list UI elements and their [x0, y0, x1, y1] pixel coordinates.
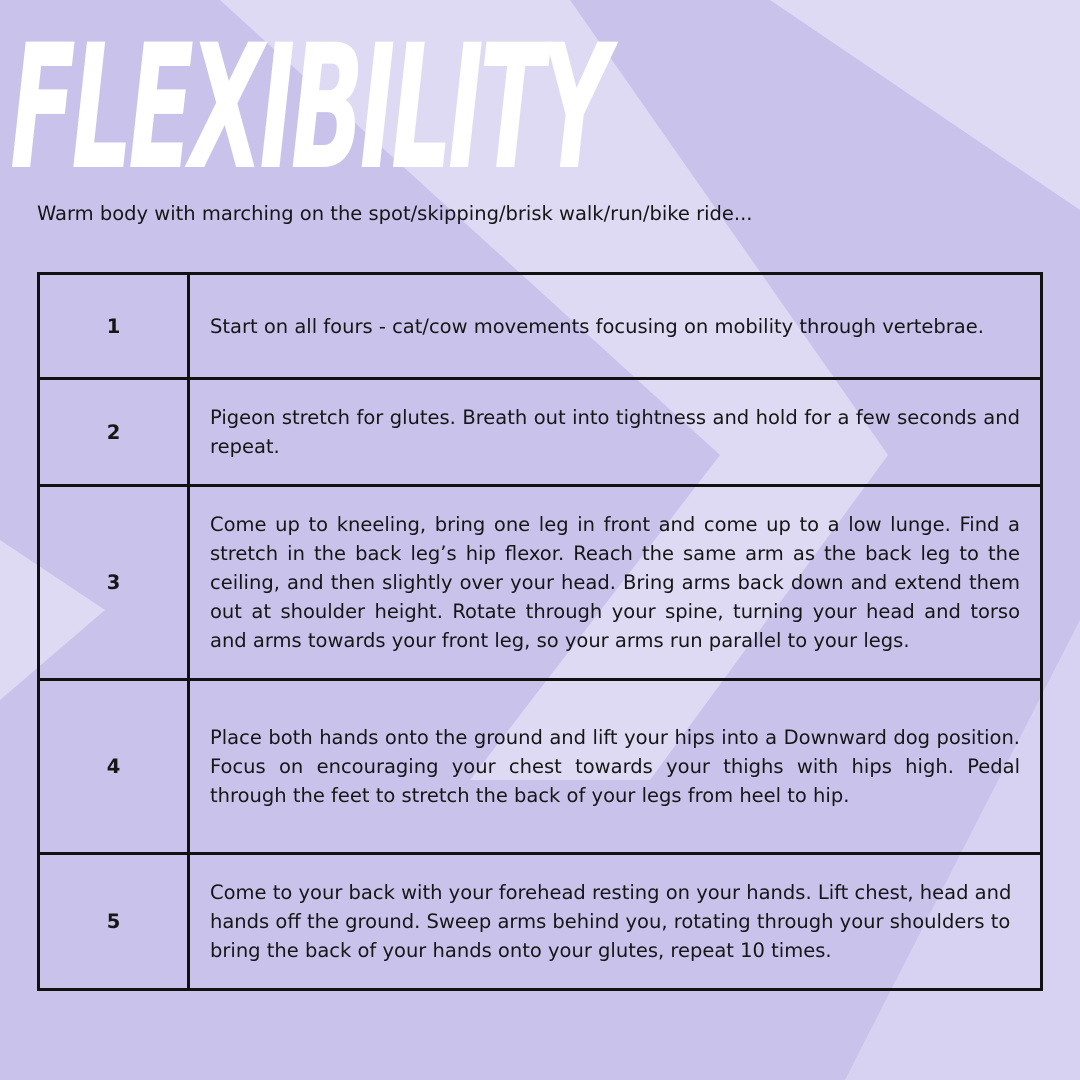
table-row: [39, 486, 1042, 680]
step-description: Place both hands onto the ground and lift your hips into a Downward dog position. Focus on encouraging your chest towards your thighs with hips high. Pedal through the feet to stretch the back of your legs from heel to hip.: [189, 680, 1042, 854]
step-number: 4: [39, 680, 189, 854]
step-number: 3: [39, 486, 189, 680]
warm-up-instruction: Warm body with marching on the spot/skipping/brisk walk/run/bike ride...: [37, 202, 753, 225]
page-title: FLEXIBILITY: [10, 7, 606, 208]
stretch-steps-table: [37, 272, 1043, 991]
table-row: [39, 854, 1042, 990]
step-number: 2: [39, 379, 189, 486]
table-row: [39, 274, 1042, 379]
step-description: Come to your back with your forehead resting on your hands. Lift chest, head and hands off the ground. Sweep arms behind you, rotating through your shoulders to bring the back of your hands onto your glutes, repeat 10 times.: [189, 854, 1042, 990]
step-number: 5: [39, 854, 189, 990]
step-description: Come up to kneeling, bring one leg in front and come up to a low lunge. Find a stretch in the back leg’s hip flexor. Reach the same arm as the back leg to the ceiling, and then slightly over your head. Bring arms back down and extend them out at shoulder height. Rotate through your spine, turning your head and torso and arms towards your front leg, so your arms run parallel to your legs.: [189, 486, 1042, 680]
table-row: [39, 379, 1042, 486]
step-number: 1: [39, 274, 189, 379]
step-description: Pigeon stretch for glutes. Breath out into tightness and hold for a few seconds and repeat.: [189, 379, 1042, 486]
step-description: Start on all fours - cat/cow movements focusing on mobility through vertebrae.: [189, 274, 1042, 379]
table-row: [39, 680, 1042, 854]
